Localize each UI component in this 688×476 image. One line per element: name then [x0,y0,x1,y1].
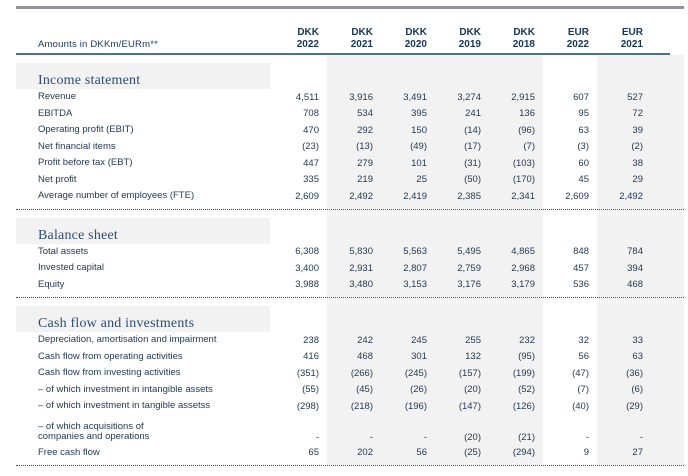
column-header-dkk-2022 [273,27,327,50]
value-cell: 607 [573,91,589,103]
value-cell: 2,492 [349,190,373,202]
value-cell: (36) [626,367,643,379]
value-cell: (2) [631,141,643,153]
value-cell: 242 [357,334,373,346]
table-row [16,122,684,139]
section-title-row [16,63,684,89]
value-cell: 32 [578,334,589,346]
column-header-eur-2022 [543,27,597,50]
value-cell: - [423,431,427,443]
column-currency-label: DKK [459,27,481,38]
value-cell: 3,153 [403,279,427,291]
row-label-line: companies and operations [38,431,150,442]
value-cell: 29 [632,174,643,186]
value-cell: (199) [512,367,535,379]
column-year-label: 2019 [458,38,481,50]
row-label: Equity [38,278,65,290]
value-cell: (294) [512,447,535,459]
value-cell: 301 [411,351,427,363]
table-row [16,398,684,415]
value-cell: 848 [573,246,589,258]
table-row [16,349,684,366]
value-cell: 708 [303,108,319,120]
value-cell: 38 [632,157,643,169]
value-cell: 101 [411,157,427,169]
value-cell: 2,609 [295,190,319,202]
value-cell: (13) [356,141,373,153]
column-headers [273,27,651,50]
row-label: Cash flow from operating activities [38,350,183,362]
row-label: Net financial items [38,140,116,152]
value-cell: 395 [411,108,427,120]
section-title-row [16,306,684,332]
value-cell: 25 [416,174,427,186]
table-row [16,89,684,106]
row-label: Invested capital [38,262,105,273]
value-cell: 3,491 [403,91,427,103]
value-cell: 4,865 [511,246,535,258]
column-year-label: 2022 [296,38,319,50]
value-cell: (20) [464,431,481,443]
value-cell: (7) [523,141,535,153]
value-cell: 536 [573,279,589,291]
value-cell: 279 [357,157,373,169]
column-currency-label: DKK [513,27,535,38]
value-cell: 9 [583,447,589,459]
table-row [16,445,684,462]
value-cell: (3) [577,141,589,153]
value-cell: 2,968 [511,262,535,274]
value-cell: 95 [578,108,589,120]
value-cell: 56 [416,447,427,459]
column-header-dkk-2021 [327,27,381,50]
value-cell: (147) [458,400,481,412]
amounts-unit-label: Amounts in DKKm/EURm** [38,39,159,50]
financial-key-figures-table [16,6,684,466]
value-cell: 4,511 [295,91,319,103]
value-cell: (29) [626,400,643,412]
section-title: Balance sheet [16,218,270,244]
value-cell: (95) [518,351,535,363]
row-label: Depreciation, amortisation and impairment [38,334,217,345]
value-cell: (245) [404,367,427,379]
value-cell: 63 [632,351,643,363]
section-balance-sheet [16,210,684,299]
value-cell: 39 [632,124,643,136]
value-cell: 2,385 [457,190,481,202]
value-cell: 2,492 [619,190,643,202]
value-cell: 3,400 [295,262,319,274]
row-label: – of which investment in tangible assetss [38,400,211,411]
row-label [16,422,273,443]
value-cell: 2,609 [565,190,589,202]
table-row [16,172,684,189]
table-row [16,188,684,205]
value-cell: 56 [578,351,589,363]
value-cell: 45 [578,174,589,186]
value-cell: - [315,431,319,443]
value-cell: (25) [464,447,481,459]
value-cell: 3,988 [295,279,319,291]
column-year-label: 2021 [350,38,373,50]
value-cell: 245 [411,334,427,346]
table-header-row [16,9,684,53]
value-cell: (170) [512,174,535,186]
row-label: Net profit [38,173,77,185]
row-label-line: – of which acquisitions of [38,420,144,432]
value-cell: (351) [296,367,319,379]
value-cell: 2,807 [403,262,427,274]
value-cell: (218) [350,400,373,412]
table-row [16,260,684,277]
row-label: Profit before tax (EBT) [38,157,133,168]
value-cell: 457 [573,262,589,274]
column-currency-label: EUR [621,27,643,38]
value-cell: (23) [302,141,319,153]
column-header-dkk-2018 [489,27,543,50]
value-cell: 6,308 [295,246,319,258]
value-cell: 534 [357,108,373,120]
value-cell: (55) [302,384,319,396]
value-cell: 255 [465,334,481,346]
value-cell: 394 [627,262,643,274]
value-cell: 238 [303,334,319,346]
value-cell: 60 [578,157,589,169]
column-currency-label: DKK [405,27,427,38]
section-income-statement [16,55,684,210]
value-cell: 241 [465,108,481,120]
section-title: Income statement [16,63,270,89]
column-year-label: 2018 [512,38,535,50]
column-header-eur-2021 [597,27,651,50]
value-cell: 150 [411,124,427,136]
value-cell: (26) [410,384,427,396]
value-cell: 27 [632,447,643,459]
table-row [16,277,684,294]
value-cell: 468 [357,351,373,363]
value-cell: (21) [518,431,535,443]
section-title: Cash flow and investments [16,306,270,332]
value-cell: 3,916 [349,91,373,103]
value-cell: 2,759 [457,262,481,274]
value-cell: (157) [458,367,481,379]
value-cell: 65 [308,447,319,459]
value-cell: (298) [296,400,319,412]
column-header-dkk-2020 [381,27,435,50]
value-cell: 202 [357,447,373,459]
table-row [16,382,684,399]
value-cell: 2,419 [403,190,427,202]
value-cell: 72 [632,108,643,120]
value-cell: - [585,431,589,443]
column-currency-label: DKK [351,27,373,38]
value-cell: 2,341 [511,190,535,202]
column-year-label: 2020 [404,38,427,50]
row-label: Average number of employees (FTE) [38,190,195,201]
value-cell: - [369,431,373,443]
value-cell: 5,830 [349,246,373,258]
table-row [16,139,684,156]
value-cell: (7) [577,384,589,396]
value-cell: 292 [357,124,373,136]
table-row [16,155,684,172]
table-body [16,55,684,466]
column-currency-label: DKK [297,27,319,38]
value-cell: 470 [303,124,319,136]
table-row [16,332,684,349]
column-year-label: 2022 [566,38,589,50]
row-label: Cash flow from investing activities [38,367,181,378]
column-header-dkk-2019 [435,27,489,50]
value-cell: (45) [356,384,373,396]
value-cell: (17) [464,141,481,153]
value-cell: 3,480 [349,279,373,291]
section-cash-flow-and-investments [16,298,684,466]
value-cell: (50) [464,174,481,186]
value-cell: 2,931 [349,262,373,274]
column-currency-label: EUR [567,27,589,38]
value-cell: 3,179 [511,279,535,291]
value-cell: 784 [627,246,643,258]
value-cell: 416 [303,351,319,363]
row-label: Free cash flow [38,446,100,458]
value-cell: (6) [631,384,643,396]
value-cell: 3,274 [457,91,481,103]
value-cell: 468 [627,279,643,291]
column-year-label: 2021 [620,38,643,50]
value-cell: 219 [357,174,373,186]
value-cell: (126) [512,400,535,412]
table-row [16,415,684,445]
row-label: Revenue [38,91,77,102]
row-label: EBITDA [38,107,73,119]
value-cell: 335 [303,174,319,186]
row-label: Total assets [38,245,89,257]
section-title-row [16,218,684,244]
table-row [16,106,684,123]
value-cell: (196) [404,400,427,412]
value-cell: 132 [465,351,481,363]
row-label: – of which investment in intangible assets [38,383,213,395]
value-cell: (31) [464,157,481,169]
value-cell: 63 [578,124,589,136]
value-cell: (40) [572,400,589,412]
value-cell: (52) [518,384,535,396]
value-cell: 447 [303,157,319,169]
value-cell: (14) [464,124,481,136]
value-cell: 33 [632,334,643,346]
value-cell: 527 [627,91,643,103]
value-cell: 3,176 [457,279,481,291]
row-label: Operating profit (EBIT) [38,124,134,135]
table-row [16,244,684,261]
value-cell: (47) [572,367,589,379]
value-cell: 5,495 [457,246,481,258]
value-cell: (103) [512,157,535,169]
value-cell: - [639,431,643,443]
value-cell: 2,915 [511,91,535,103]
table-row [16,365,684,382]
value-cell: 5,563 [403,246,427,258]
value-cell: (49) [410,141,427,153]
value-cell: 136 [519,108,535,120]
value-cell: (96) [518,124,535,136]
value-cell: (20) [464,384,481,396]
value-cell: (266) [350,367,373,379]
value-cell: 232 [519,334,535,346]
